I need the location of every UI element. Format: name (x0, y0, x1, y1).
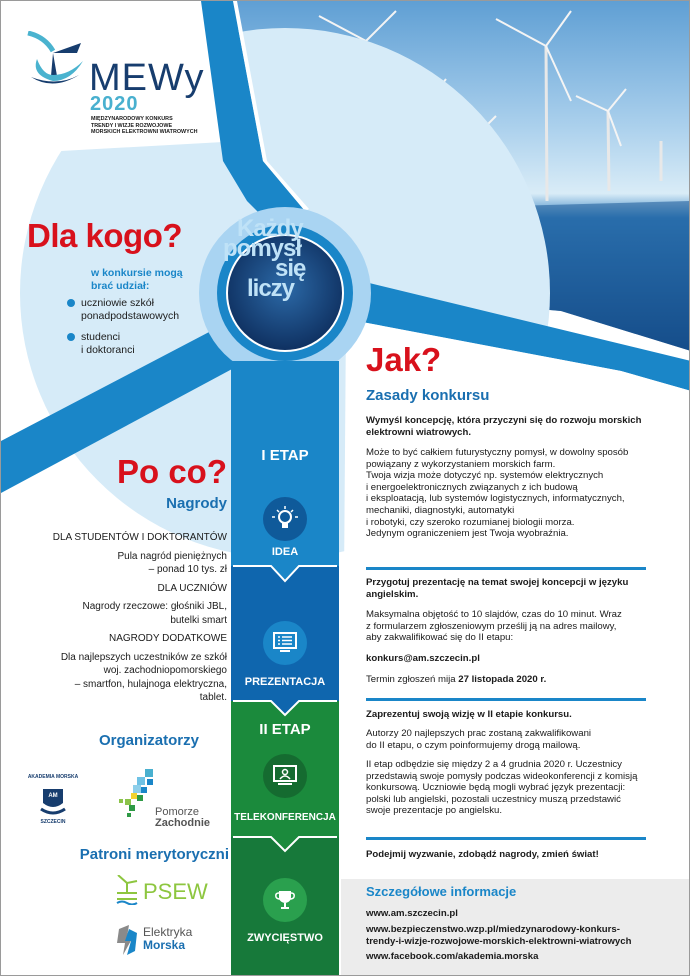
po-co-heading: Po co? (116, 453, 227, 490)
prize-line: butelki smart (170, 614, 227, 626)
lightbulb-icon (263, 497, 307, 541)
prize-line: – ponad 10 tys. zł (148, 564, 227, 575)
logo-subtitle-line: MORSKICH ELEKTROWNI WIATROWYCH (91, 129, 198, 136)
video-conference-icon (263, 754, 307, 798)
slogan-line: się (275, 255, 306, 282)
subheading-line: brać udział: (91, 280, 150, 292)
jak-heading: Jak? (366, 341, 442, 378)
audience-line: ponadpodstawowych (81, 310, 180, 322)
link-facebook[interactable]: www.facebook.com/akademia.morska (366, 951, 539, 962)
logo-text-line: Morska (143, 938, 186, 952)
prep-heading (366, 577, 666, 600)
stage-1-label: I ETAP (261, 447, 309, 464)
text-line: z formularzem zgłoszeniowym prześlij ją na adres mailowy, (366, 620, 617, 632)
stage-2-label: II ETAP (259, 721, 311, 738)
slogan-line: liczy (247, 275, 295, 302)
presentation-screen-icon (263, 621, 307, 665)
psew-logo-mark (115, 875, 139, 905)
text-line: powiązany z wykorzystaniem morskich farm. (366, 458, 556, 470)
logo-text-line: Elektryka (143, 925, 193, 939)
audience-item (81, 297, 179, 323)
bullet-icon (67, 333, 75, 341)
step-zwyciestwo-label: ZWYCIĘSTWO (247, 932, 323, 944)
text-line: mechaniki, diagnostyki, automatyki (366, 504, 515, 516)
subheading-line: w konkursie mogą (91, 267, 183, 279)
psew-logo-text: PSEW (143, 879, 208, 904)
stage2-paragraph-1 (366, 728, 666, 751)
prize-group (7, 531, 227, 705)
text-line: elektrowni wiatrowych. (366, 426, 472, 438)
deadline (366, 674, 666, 686)
logo-subtitle-line: TRENDY I WIZJE ROZWOJOWE (91, 122, 173, 129)
call-to-action: Podejmij wyzwanie, zdobądź nagrody, zmień świat! (366, 849, 599, 860)
prize-group-title: DLA STUDENTÓW I DOKTORANTÓW (52, 532, 227, 543)
prize-line: tablet. (199, 692, 227, 703)
elektryka-morska-mark (113, 925, 139, 955)
text-line: swoje prezentacje po angielsku. (366, 805, 502, 817)
audience-line: i doktoranci (81, 344, 135, 356)
am-monogram: AM (48, 793, 58, 799)
akademia-morska-logo (25, 769, 81, 825)
prize-line: Pula nagród pieniężnych (117, 550, 227, 562)
step-idea-label: IDEA (271, 546, 299, 558)
mewy-logo-mark (23, 31, 87, 89)
text-line: konkursową. Uczniowie będą mogli wybrać język prezentacji: (366, 782, 626, 794)
prize-line: Dla najlepszych uczestników ze szkół (60, 651, 227, 663)
text-line: angielskim. (366, 588, 419, 600)
logo-subtitle (91, 116, 198, 136)
step-telekonferencja-label: TELEKONFERENCJA (234, 812, 336, 823)
contact-email[interactable]: konkurs@am.szczecin.pl (366, 653, 480, 664)
prize-group-title: NAGRODY DODATKOWE (109, 633, 227, 644)
divider (366, 698, 646, 701)
logo-subtitle-line: MIĘDZYNARODOWY KONKURS (91, 116, 173, 122)
step-prezentacja-label: PREZENTACJA (244, 676, 326, 688)
deadline-date: 27 listopada 2020 r. (458, 674, 547, 685)
text-line: Twoja wizja może dotyczyć np. systemów elektrycznych (366, 470, 604, 482)
jak-body (366, 447, 666, 540)
text-line: Wymyśl koncepcję, która przyczyni się do rozwoju morskich (366, 415, 642, 426)
link-line[interactable]: trendy-i-wizje-rozwojowe-morskich-elektrowni-wiatrowych (366, 935, 632, 947)
am-logo-city: SZCZECIN (40, 819, 66, 825)
link-bezpieczenstwo[interactable] (366, 924, 631, 947)
link-am-szczecin[interactable]: www.am.szczecin.pl (366, 908, 458, 919)
info-heading: Szczegółowe informacje (366, 884, 517, 899)
text-line: aby zakwalifikować się do II etapu: (366, 632, 514, 644)
trophy-icon (263, 878, 307, 922)
slogan-line: pomysł (223, 235, 302, 262)
prize-line: Nagrody rzeczowe: głośniki JBL, (82, 601, 227, 612)
deadline-prefix: Termin zgłoszeń mija (366, 674, 459, 685)
logo-title: MEWy (89, 57, 205, 99)
text-line: Może to być całkiem futurystyczny pomysł, w dowolny sposób (366, 447, 629, 458)
slogan (223, 215, 337, 302)
pomorze-zachodnie-mark (117, 769, 157, 821)
text-line: i energoelektronicznych związanych z ich budową (366, 481, 578, 493)
am-logo-name: AKADEMIA MORSKA (27, 774, 79, 780)
prep-body (366, 609, 666, 644)
divider (366, 567, 646, 570)
text-line: Maksymalna objętość to 10 slajdów, czas do 10 minut. Wraz (366, 609, 622, 620)
elektryka-morska-text (143, 926, 192, 952)
logo-text-line: Zachodnie (155, 817, 211, 829)
text-line: do II etapu, o czym poinformujemy drogą mailową. (366, 739, 581, 751)
stage2-heading: Zaprezentuj swoją wizję w II etapie konkursu. (366, 709, 572, 720)
text-line: Autorzy 20 najlepszych prac zostaną zakwalifikowani (366, 728, 592, 739)
dla-kogo-heading: Dla kogo? (27, 217, 183, 254)
patrons-heading: Patroni merytoryczni (79, 846, 229, 863)
logo-year: 2020 (90, 93, 139, 115)
zasady-subheading: Zasady konkursu (366, 387, 490, 404)
text-line: i robotyki, czy szeroko rozumianej biologii morza. (366, 516, 575, 528)
audience-line: studenci (81, 331, 121, 343)
prize-line: – smartfon, hulajnoga elektryczna, (74, 678, 227, 690)
audience-item (81, 331, 135, 357)
text-line: przedstawią swoje pomysły podczas wideokonferencji z komisją (366, 770, 638, 782)
prize-group-title: DLA UCZNIÓW (157, 582, 227, 594)
dla-kogo-subheading (91, 267, 183, 293)
slogan-line: Każdy (237, 215, 303, 242)
stage2-paragraph-2 (366, 759, 666, 817)
text-line: Jedynym ograniczeniem jest Twoja wyobraźnia. (366, 528, 569, 540)
audience-line: uczniowie szkół (81, 297, 154, 309)
jak-intro (366, 415, 666, 438)
link-line[interactable]: www.bezpieczenstwo.wzp.pl/miedzynarodowy-konkurs- (366, 924, 620, 935)
text-line: i eksploatacją, lub systemów logistycznych, informatycznych, (366, 493, 625, 505)
divider (366, 837, 646, 840)
text-line: polski lub angielski, pozostali uczestnicy muszą przedstawić (366, 793, 621, 805)
nagrody-subheading: Nagrody (166, 495, 227, 512)
prize-line: woj. zachodniopomorskiego (103, 665, 227, 676)
organizers-heading: Organizatorzy (98, 732, 199, 749)
bullet-icon (67, 299, 75, 307)
text-line: II etap odbędzie się między 2 a 4 grudnia 2020 r. Uczestnicy (366, 759, 622, 770)
logo-text-line: Pomorze (155, 806, 200, 818)
text-line: Przygotuj prezentację na temat swojej koncepcji w języku (366, 577, 629, 588)
pomorze-zachodnie-logo-text (155, 807, 210, 829)
